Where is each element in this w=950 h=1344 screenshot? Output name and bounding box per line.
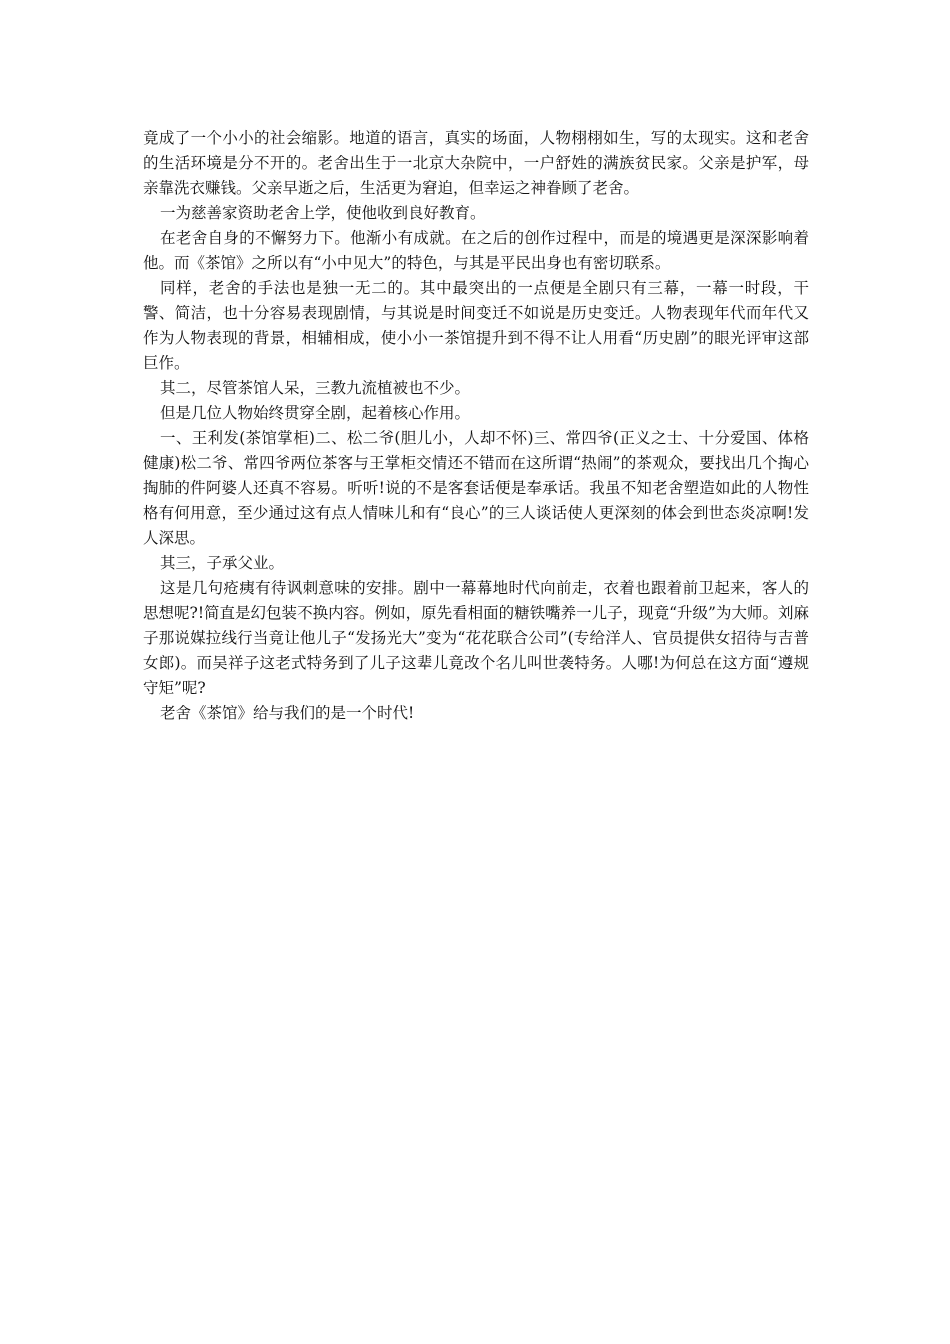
paragraph-4: 同样，老舍的手法也是独一无二的。其中最突出的一点便是全剧只有三幕，一幕一时段，干警、简洁，也十分容易表现剧情，与其说是时间变迁不如说是历史变迁。人物表现年代而年代又作为人物表现的背景，相辅相成，使小小一茶馆提升到不得不让人用看“历史剧”的眼光评审这部巨作。 [143,279,809,372]
paragraph-5: 其二，尽管茶馆人呆，三教九流植被也不少。 [160,379,471,397]
paragraph-1: 竟成了一个小小的社会缩影。地道的语言，真实的场面，人物栩栩如生，写的太现实。这和老舍的生活环境是分不开的。老舍出生于一北京大杂院中，一户舒姓的满族贫民家。父亲是护军，母亲靠洗衣赚钱。父亲早逝之后，生活更为窘迫，但幸运之神眷顾了老舍。 [143,129,809,197]
paragraph-7: 一、王利发(茶馆掌柜)二、松二爷(胆儿小，人却不怀)三、常四爷(正义之士、十分爱国、体格健康)松二爷、常四爷两位茶客与王掌柜交情还不错而在这所谓“热闹”的茶观众，要找出几个掏心掏肺的件阿婆人还真不容易。听听!说的不是客套话便是奉承话。我虽不知老舍塑造如此的人物性格有何用意，至少通过这有点人情味儿和有“良心”的三人谈话使人更深刻的体会到世态炎凉啊!发人深思。 [143,429,809,547]
paragraph-3: 在老舍自身的不懈努力下。他渐小有成就。在之后的创作过程中，而是的境遇更是深深影响着他。而《茶馆》之所以有“小中见大”的特色，与其是平民出身也有密切联系。 [143,229,809,272]
paragraph-8: 其三，子承父业。 [160,554,285,572]
paragraph-9: 这是几句疮痍有待讽刺意味的安排。剧中一幕幕地时代向前走，衣着也跟着前卫起来，客人的思想呢?!简直是幻包装不换内容。例如，原先看相面的糖铁嘴养一儿子，现竟“升级”为大师。刘麻子那说媒拉线行当竟让他儿子“发扬光大”变为“花花联合公司”(专给洋人、官员提供女招待与吉普女郎)。而吴祥子这老式特务到了儿子这辈儿竟改个名儿叫世袭特务。人哪!为何总在这方面“遵规守矩”呢? [143,579,809,697]
paragraph-6: 但是几位人物始终贯穿全剧，起着核心作用。 [160,404,471,422]
document-body [143,126,809,726]
paragraph-2: 一为慈善家资助老舍上学，使他收到良好教育。 [160,204,486,222]
paragraph-10: 老舍《茶馆》给与我们的是一个时代! [160,704,415,722]
